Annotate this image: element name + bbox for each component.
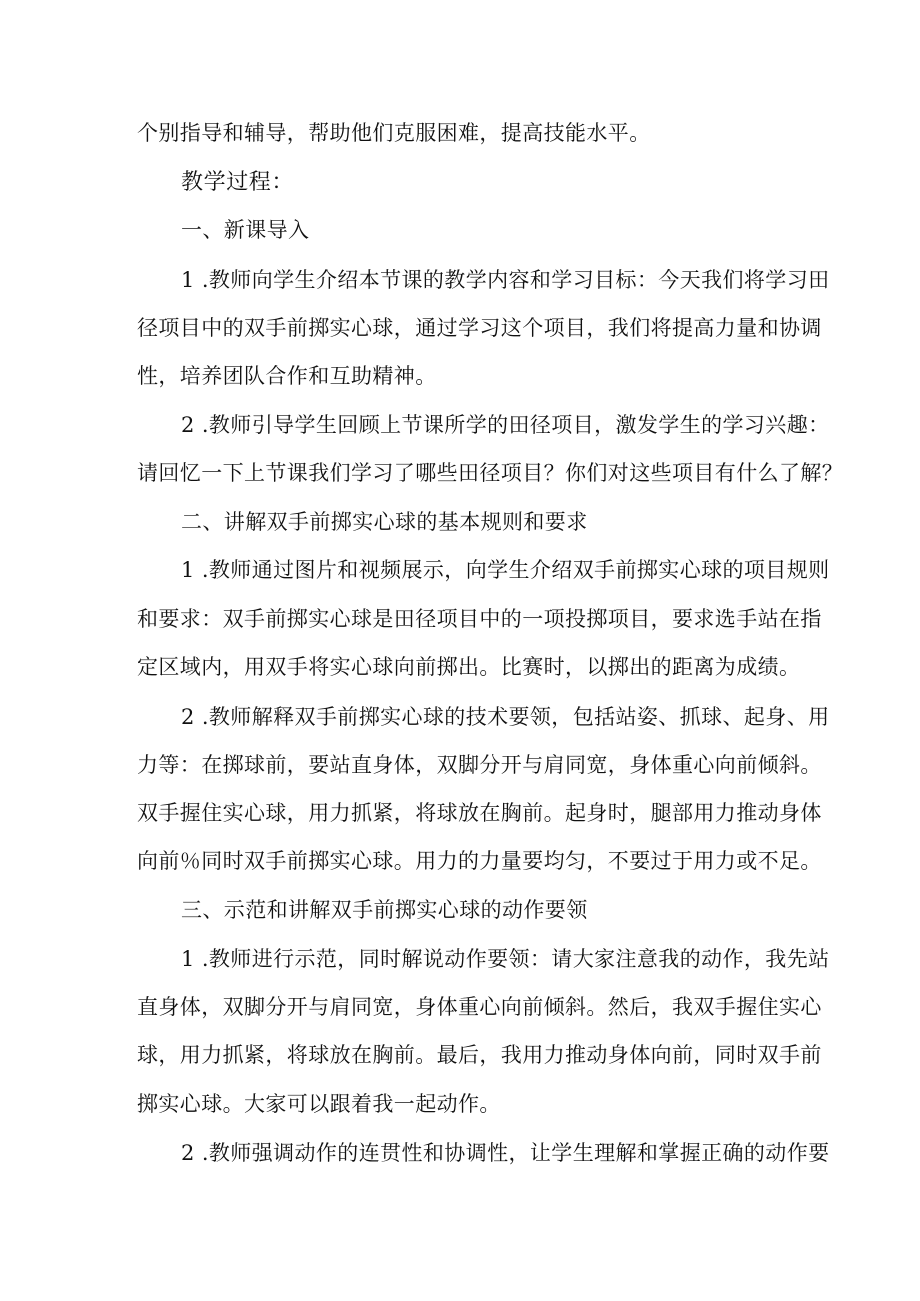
- paragraph-line: 力等：在掷球前，要站直身体，双脚分开与肩同宽，身体重心向前倾斜。: [137, 753, 822, 777]
- paragraph-line: 直身体，双脚分开与肩同宽，身体重心向前倾斜。然后，我双手握住实心: [137, 995, 822, 1019]
- paragraph-line: 双手握住实心球，用力抓紧，将球放在胸前。起身时，腿部用力推动身体: [137, 801, 822, 825]
- paragraph-line: 定区域内，用双手将实心球向前掷出。比赛时，以掷出的距离为成绩。: [137, 655, 801, 679]
- paragraph-line: 2 .教师强调动作的连贯性和协调性，让学生理解和掌握正确的动作要: [181, 1141, 830, 1165]
- paragraph-line: 性，培养团队合作和互助精神。: [137, 364, 437, 388]
- paragraph-line: 球，用力抓紧，将球放在胸前。最后，我用力推动身体向前，同时双手前: [137, 1043, 822, 1067]
- paragraph-line: 掷实心球。大家可以跟着我一起动作。: [137, 1092, 501, 1116]
- paragraph-line: 和要求：双手前掷实心球是田径项目中的一项投掷项目，要求选手站在指: [137, 607, 822, 631]
- teaching-process-heading: 教学过程：: [181, 170, 295, 195]
- paragraph-line: 2 .教师解释双手前掷实心球的技术要领，包括站姿、抓球、起身、用: [181, 705, 830, 729]
- paragraph-line: 请回忆一下上节课我们学习了哪些田径项目？你们对这些项目有什么了解？: [137, 461, 844, 485]
- paragraph-line: 2 .教师引导学生回顾上节课所学的田径项目，激发学生的学习兴趣：: [181, 413, 830, 437]
- paragraph-line: 1 .教师向学生介绍本节课的教学内容和学习目标：今天我们将学习田: [181, 268, 830, 292]
- paragraph-line: 向前％同时双手前掷实心球。用力的力量要均匀，不要过于用力或不足。: [137, 849, 822, 873]
- paragraph-line: 1 .教师通过图片和视频展示，向学生介绍双手前掷实心球的项目规则: [181, 558, 830, 582]
- paragraph-line: 径项目中的双手前掷实心球，通过学习这个项目，我们将提高力量和协调: [137, 316, 822, 340]
- paragraph-line: 1 .教师进行示范，同时解说动作要领：请大家注意我的动作，我先站: [181, 947, 830, 971]
- section-title-demonstration: 三、示范和讲解双手前掷实心球的动作要领: [181, 898, 588, 922]
- section-title-intro: 一、新课导入: [181, 218, 310, 242]
- paragraph-continuation: 个别指导和辅导，帮助他们克服困难，提高技能水平。: [137, 121, 651, 145]
- section-title-rules: 二、讲解双手前掷实心球的基本规则和要求: [181, 510, 588, 534]
